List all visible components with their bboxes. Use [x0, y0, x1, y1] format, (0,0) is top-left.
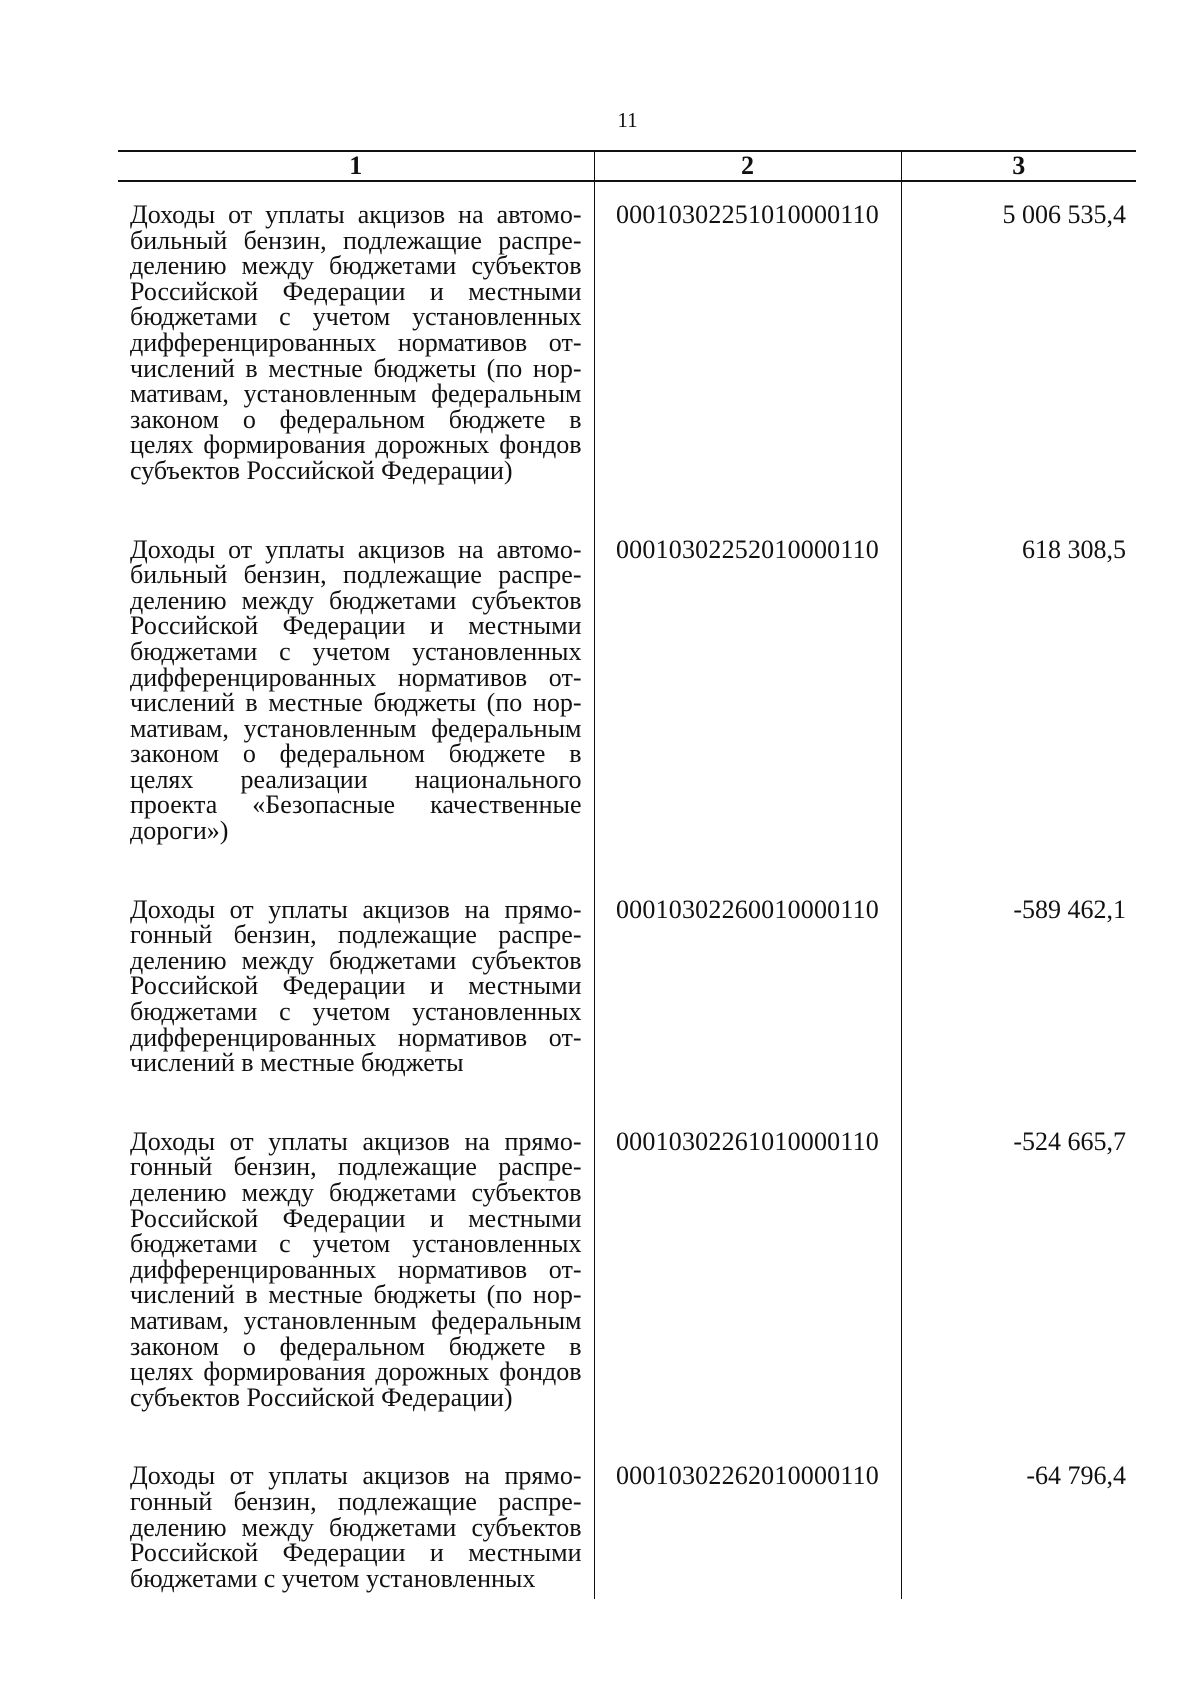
- header-column-2: 2: [594, 151, 901, 181]
- amount-value: 5 006 535,4: [901, 181, 1136, 517]
- header-column-3: 3: [901, 151, 1136, 181]
- amount-value: 618 308,5: [901, 517, 1136, 877]
- table-row: [118, 877, 1136, 1109]
- header-row: [118, 151, 1136, 181]
- revenue-table: [118, 150, 1136, 1599]
- table-header: [118, 151, 1136, 181]
- table-row: [118, 181, 1136, 517]
- amount-value: -64 796,4: [901, 1443, 1136, 1599]
- amount-value: -589 462,1: [901, 877, 1136, 1109]
- table-row: [118, 1443, 1136, 1599]
- budget-classification-code: 00010302252010000110: [594, 517, 901, 877]
- table-row: [118, 1109, 1136, 1444]
- budget-classification-code: 00010302262010000110: [594, 1443, 901, 1599]
- table-body: [118, 181, 1136, 1599]
- budget-classification-code: 00010302251010000110: [594, 181, 901, 517]
- revenue-description: Доходы от уплаты акцизов на прямогонный бензин, подлежащие распределению между бюджетами субъектов Российской Федерации и местными бюджетами с учетом установленных дифференцированных нормативов отчислений в местные бюджеты (по нормативам, установленным федеральным законом о федеральном бюджете в целях формирования дорожных фондов субъектов Российской Федерации): [130, 1126, 582, 1412]
- header-column-1: 1: [118, 151, 594, 181]
- table-row: [118, 517, 1136, 877]
- revenue-description: Доходы от уплаты акцизов на автомобильный бензин, подлежащие распределению между бюджетами субъектов Российской Федерации и местными бюджетами с учетом установленных дифференцированных нормативов отчислений в местные бюджеты (по нормативам, установленным федеральным законом о федеральном бюджете в целях реализации национального проекта «Безопасные качественные дороги»): [130, 534, 582, 846]
- budget-classification-code: 00010302260010000110: [594, 877, 901, 1109]
- revenue-table-container: [118, 150, 1136, 1599]
- amount-value: -524 665,7: [901, 1109, 1136, 1444]
- revenue-description: Доходы от уплаты акцизов на автомобильный бензин, подлежащие распределению между бюджетами субъектов Российской Федерации и местными бюджетами с учетом установленных дифференцированных нормативов отчислений в местные бюджеты (по нормативам, установленным федеральным законом о федеральном бюджете в целях формирования дорожных фондов субъектов Российской Федерации): [130, 200, 582, 485]
- revenue-description: Доходы от уплаты акцизов на прямогонный бензин, подлежащие распределению между бюджетами субъектов Российской Федерации и местными бюджетами с учетом установленных дифференцированных нормативов отчислений в местные бюджеты: [130, 894, 582, 1078]
- budget-classification-code: 00010302261010000110: [594, 1109, 901, 1444]
- page-number: 11: [617, 108, 638, 132]
- revenue-description: Доходы от уплаты акцизов на прямогонный бензин, подлежащие распределению между бюджетами субъектов Российской Федерации и местными бюджетами с учетом установленных: [130, 1461, 582, 1593]
